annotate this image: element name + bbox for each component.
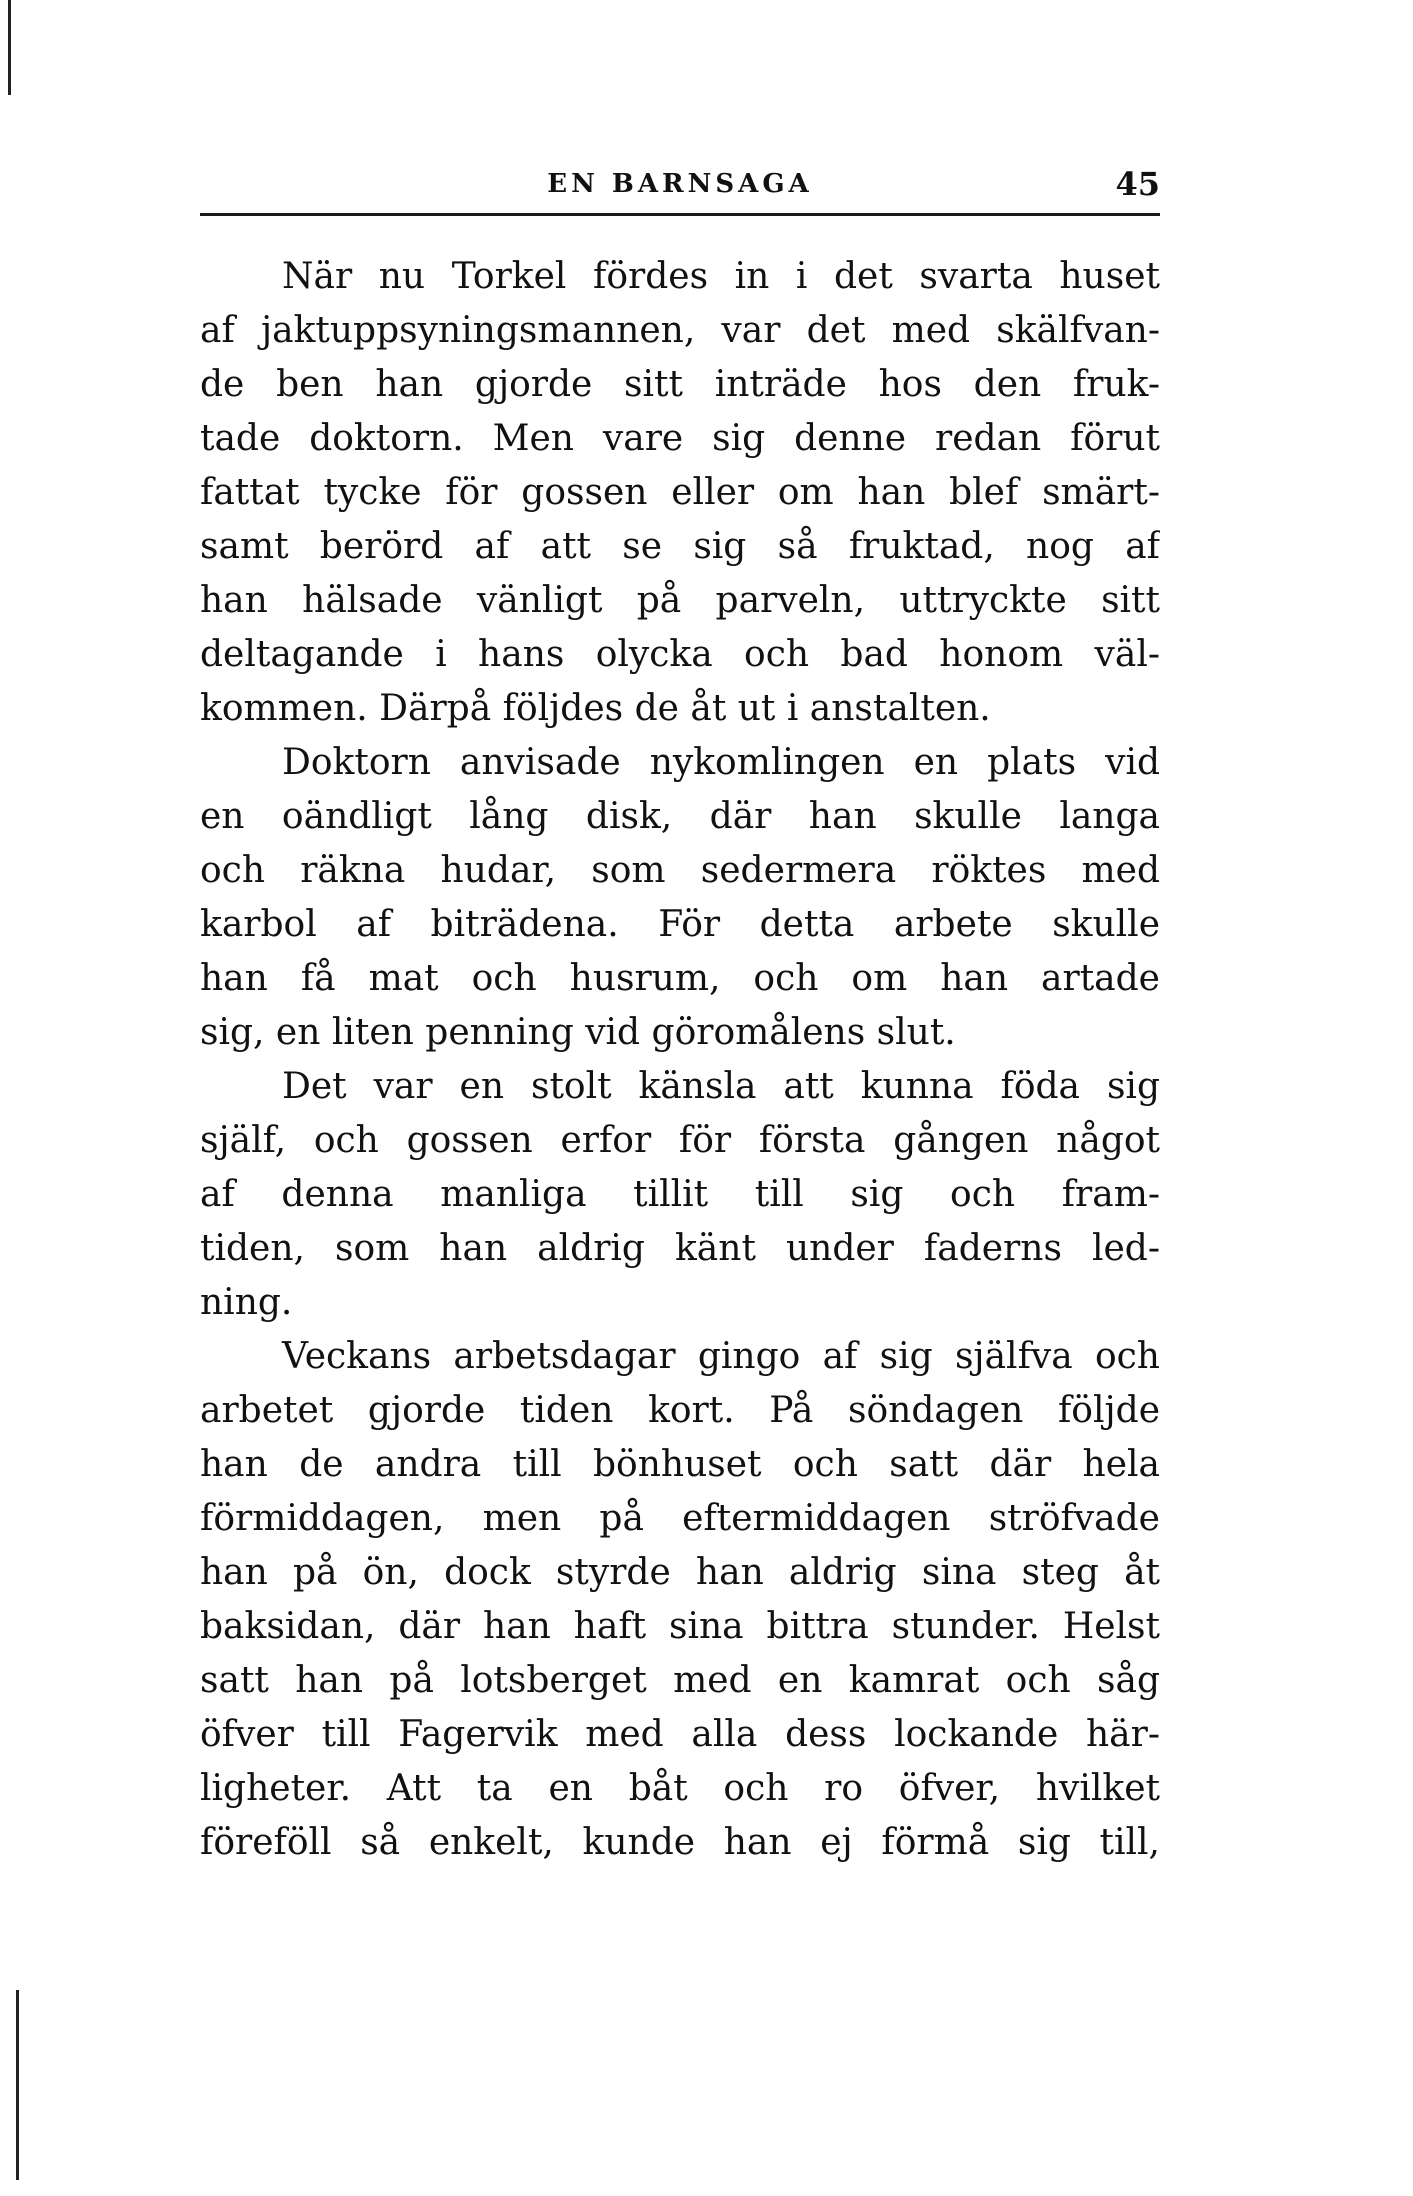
text-line: en oändligt lång disk, där han skulle langa bbox=[200, 796, 1160, 837]
text-line: han på ön, dock styrde han aldrig sina steg åt bbox=[200, 1552, 1160, 1593]
text-line: han hälsade vänligt på parveln, uttryckte sitt bbox=[200, 580, 1160, 621]
text-line: han få mat och husrum, och om han artade bbox=[200, 958, 1160, 999]
page-number: 45 bbox=[1115, 165, 1160, 203]
text-line: förmiddagen, men på eftermiddagen ströfvade bbox=[200, 1498, 1160, 1539]
text-line: kommen. Därpå följdes de åt ut i anstalten. bbox=[200, 688, 991, 729]
page-header bbox=[200, 163, 1160, 216]
text-line: tiden, som han aldrig känt under faderns led- bbox=[200, 1228, 1160, 1269]
text-line: tade doktorn. Men vare sig denne redan förut bbox=[200, 418, 1160, 459]
text-line: fattat tycke för gossen eller om han blef smärt- bbox=[200, 472, 1160, 513]
left-edge-mark-bottom bbox=[16, 1990, 19, 2180]
text-line: deltagande i hans olycka och bad honom väl- bbox=[200, 634, 1160, 675]
text-line: Det var en stolt känsla att kunna föda sig bbox=[282, 1066, 1160, 1107]
text-line: Veckans arbetsdagar gingo af sig själfva och bbox=[282, 1336, 1160, 1377]
text-line: baksidan, där han haft sina bittra stunder. Helst bbox=[200, 1606, 1160, 1647]
text-line: sig, en liten penning vid göromålens slut. bbox=[200, 1012, 956, 1053]
text-line: ligheter. Att ta en båt och ro öfver, hvilket bbox=[200, 1768, 1160, 1809]
text-line: af jaktuppsyningsmannen, var det med skälfvan- bbox=[200, 310, 1160, 351]
text-line: själf, och gossen erfor för första gången något bbox=[200, 1120, 1160, 1161]
text-line: satt han på lotsberget med en kamrat och såg bbox=[200, 1660, 1160, 1701]
text-line: ning. bbox=[200, 1282, 293, 1323]
running-title: EN BARNSAGA bbox=[547, 169, 813, 199]
text-line: öfver till Fagervik med alla dess lockande här- bbox=[200, 1714, 1160, 1755]
text-line: Doktorn anvisade nykomlingen en plats vid bbox=[282, 742, 1160, 783]
text-line: arbetet gjorde tiden kort. På söndagen följde bbox=[200, 1390, 1160, 1431]
text-line: karbol af biträdena. För detta arbete skulle bbox=[200, 904, 1160, 945]
text-line: de ben han gjorde sitt inträde hos den fruk- bbox=[200, 364, 1160, 405]
body-text bbox=[200, 250, 1160, 1870]
text-line: han de andra till bönhuset och satt där hela bbox=[200, 1444, 1160, 1485]
text-line: föreföll så enkelt, kunde han ej förmå sig till, bbox=[200, 1822, 1160, 1863]
text-line: af denna manliga tillit till sig och fram- bbox=[200, 1174, 1160, 1215]
text-line: och räkna hudar, som sedermera röktes med bbox=[200, 850, 1160, 891]
text-line: När nu Torkel fördes in i det svarta huset bbox=[282, 256, 1160, 297]
text-line: samt berörd af att se sig så fruktad, nog af bbox=[200, 526, 1160, 567]
left-edge-mark-top bbox=[8, 0, 11, 95]
